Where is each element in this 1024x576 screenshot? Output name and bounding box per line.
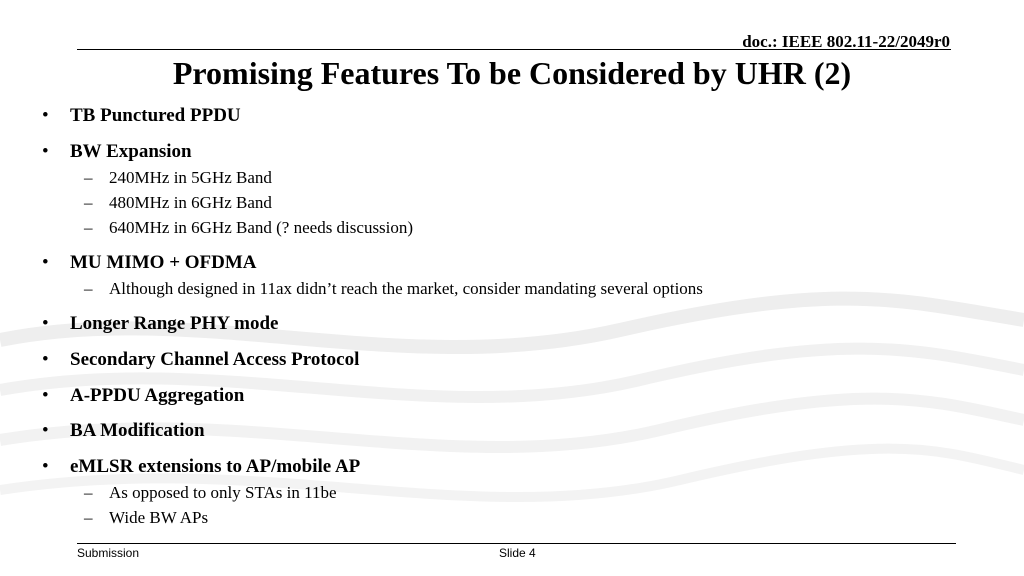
sub-bullet-marker: –: [84, 168, 93, 187]
bullet-marker: •: [42, 105, 49, 126]
sub-bullet-marker: –: [84, 483, 93, 502]
bullet-text: TB Punctured PPDU: [70, 105, 241, 126]
sub-bullet-text: 480MHz in 6GHz Band: [109, 193, 272, 212]
bullet-text: BA Modification: [70, 420, 205, 441]
footer-submission: Submission: [77, 546, 140, 560]
sub-bullet-text: As opposed to only STAs in 11be: [109, 483, 337, 502]
sub-bullet-marker: –: [84, 279, 93, 298]
bullet-marker: •: [42, 385, 49, 406]
sub-bullet-item: [84, 193, 272, 213]
bullet-item: [42, 105, 241, 127]
bullet-item: [42, 349, 360, 371]
bullet-marker: •: [42, 349, 49, 370]
bullet-marker: •: [42, 456, 49, 477]
bullet-marker: •: [42, 420, 49, 441]
sub-bullet-marker: –: [84, 508, 93, 527]
bullet-marker: •: [42, 313, 49, 334]
sub-bullet-item: [84, 483, 337, 503]
bullet-text: A-PPDU Aggregation: [70, 385, 245, 406]
bullet-text: Longer Range PHY mode: [70, 313, 279, 334]
footer-divider: [77, 543, 956, 544]
sub-bullet-marker: –: [84, 218, 93, 237]
slide-title: Promising Features To be Considered by UHR (2): [172, 55, 852, 91]
document-id: doc.: IEEE 802.11-22/2049r0: [742, 32, 950, 51]
bullet-text: Secondary Channel Access Protocol: [70, 349, 360, 370]
slide-number: Slide 4: [499, 546, 536, 560]
bullet-item: [42, 313, 279, 335]
bullet-item: [42, 252, 257, 274]
sub-bullet-text: 240MHz in 5GHz Band: [109, 168, 272, 187]
bullet-text: BW Expansion: [70, 141, 192, 162]
bullet-item: [42, 141, 192, 163]
sub-bullet-item: [84, 218, 414, 238]
bullet-marker: •: [42, 252, 49, 273]
bullet-marker: •: [42, 141, 49, 162]
bullet-item: [42, 385, 245, 407]
bullet-text: MU MIMO + OFDMA: [70, 252, 257, 273]
sub-bullet-text: Wide BW APs: [109, 508, 209, 527]
bullet-item: [42, 420, 205, 442]
sub-bullet-item: [84, 279, 703, 299]
sub-bullet-item: [84, 508, 209, 528]
sub-bullet-marker: –: [84, 193, 93, 212]
bullet-text: eMLSR extensions to AP/mobile AP: [70, 456, 361, 477]
sub-bullet-item: [84, 168, 272, 188]
bullet-item: [42, 456, 361, 478]
sub-bullet-text: Although designed in 11ax didn’t reach the market, consider mandating several options: [109, 279, 703, 298]
sub-bullet-text: 640MHz in 6GHz Band (? needs discussion): [109, 218, 414, 237]
